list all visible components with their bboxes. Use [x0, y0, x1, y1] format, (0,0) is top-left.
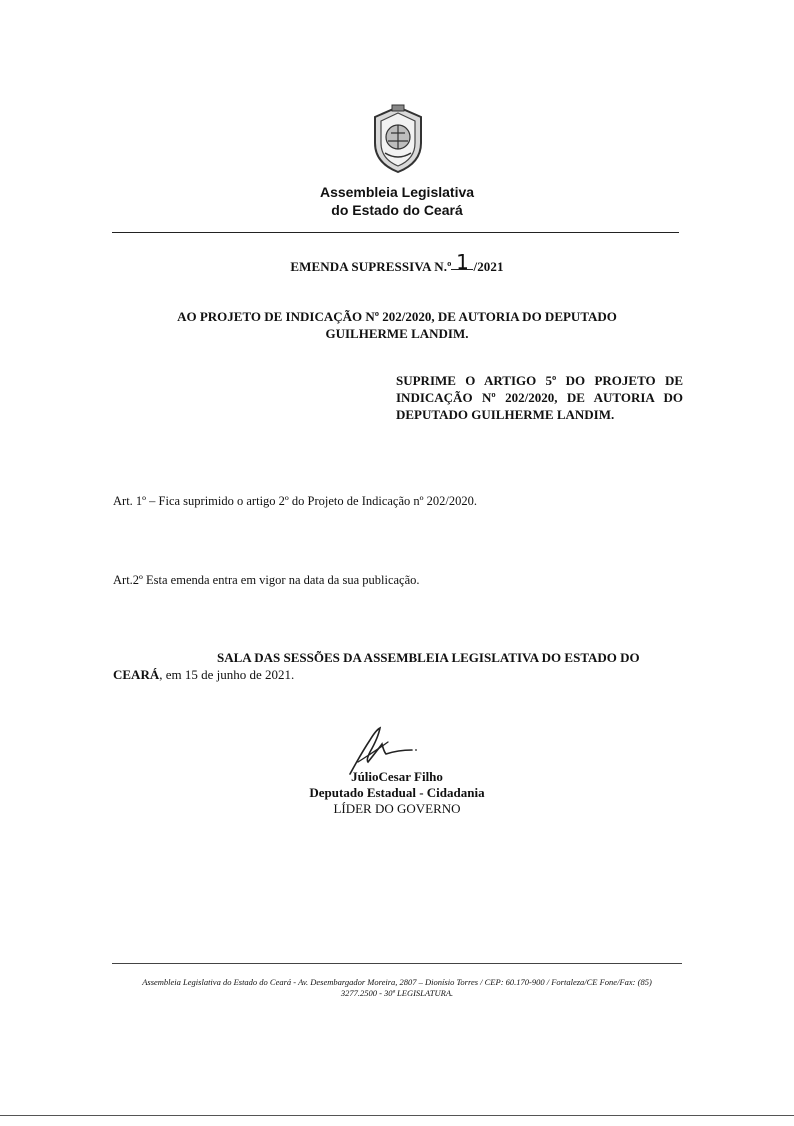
ementa-line3: DEPUTADO GUILHERME LANDIM.: [396, 407, 615, 422]
ementa-line2: INDICAÇÃO Nº 202/2020, DE AUTORIA DO: [396, 390, 683, 405]
signatory-title: LÍDER DO GOVERNO: [333, 801, 461, 816]
ceara-coat-of-arms-icon: [367, 103, 429, 175]
footer-address-line2: 3277.2500 - 30ª LEGISLATURA.: [340, 988, 454, 998]
title-prefix: EMENDA SUPRESSIVA N.º: [290, 259, 452, 274]
subject-line1: AO PROJETO DE INDICAÇÃO Nº 202/2020, DE AUTORIA DO DEPUTADO: [177, 309, 617, 324]
title-suffix: /2021: [473, 259, 504, 274]
closing-line1: SALA DAS SESSÕES DA ASSEMBLEIA LEGISLATIVA DO ESTADO DO: [217, 650, 640, 665]
subject-line2: GUILHERME LANDIM.: [325, 326, 469, 341]
ementa-line1: SUPRIME O ARTIGO 5º DO PROJETO DE: [396, 373, 683, 388]
footer-address-line1: Assembleia Legislativa do Estado do Ceará - Av. Desembargador Moreira, 2807 – Dionísio Torres / CEP: 60.170-900 / Fortaleza/CE Fone/Fax: (85): [142, 977, 652, 987]
document-title: [0, 250, 794, 275]
org-name-line2: do Estado do Ceará: [331, 202, 463, 218]
closing-state: CEARÁ: [113, 667, 160, 682]
org-name-line1: Assembleia Legislativa: [319, 184, 475, 200]
ementa: [396, 372, 683, 423]
amendment-number: 1: [451, 255, 473, 270]
signatory-name: JúlioCesar Filho: [351, 769, 443, 784]
signatory-role: Deputado Estadual - Cidadania: [309, 785, 485, 800]
article-1: Art. 1º – Fica suprimido o artigo 2º do Projeto de Indicação nº 202/2020.: [113, 494, 477, 508]
closing-paragraph: [113, 649, 683, 683]
closing-line2: [113, 666, 683, 683]
article-2: Art.2º Esta emenda entra em vigor na data da sua publicação.: [113, 573, 420, 587]
header-divider: [112, 232, 679, 233]
closing-date: , em 15 de junho de 2021.: [159, 667, 295, 682]
page-edge-line: [0, 1115, 794, 1116]
footer-divider: [112, 963, 682, 964]
